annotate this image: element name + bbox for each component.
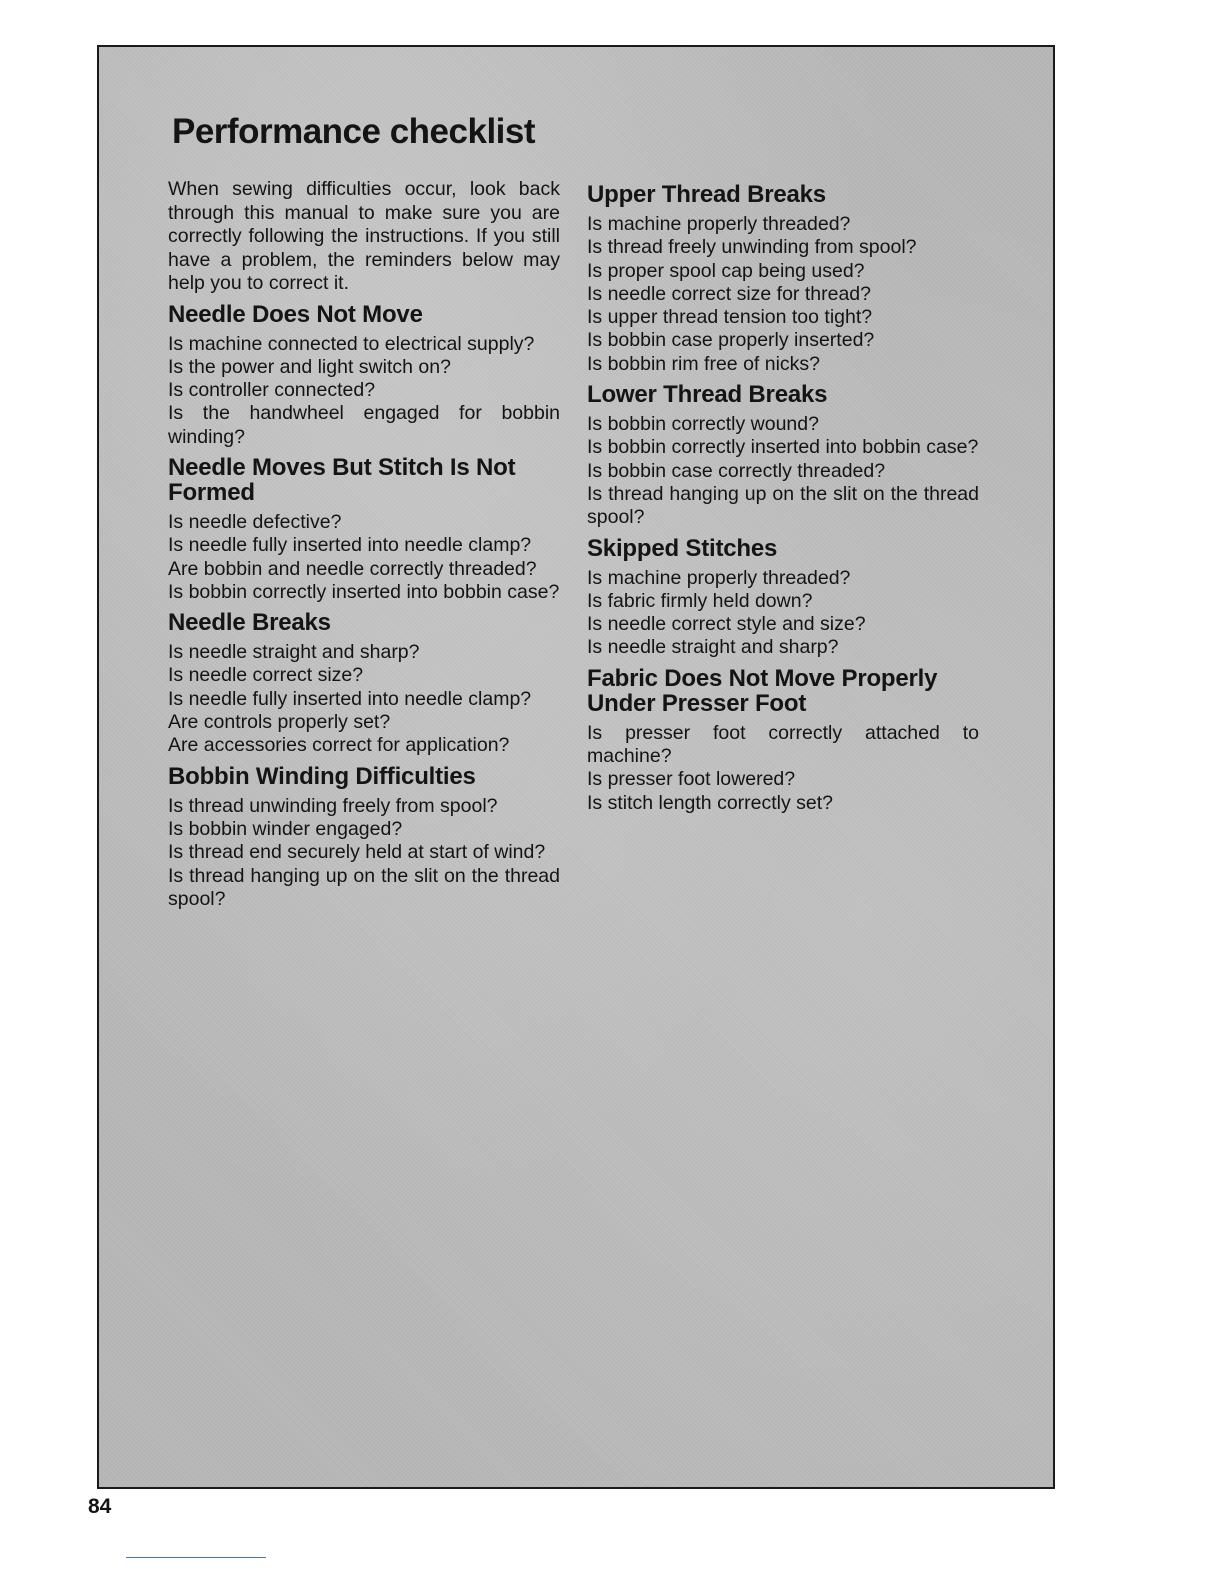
checklist-item: Is machine properly threaded? <box>587 566 851 589</box>
section-heading: Needle Moves But Stitch Is Not Formed <box>168 453 516 506</box>
checklist-item: Is the handwheel engaged for bobbin winding? <box>168 402 560 448</box>
checklist-item: Is presser foot lowered? <box>587 768 796 791</box>
checklist-item: Is stitch length correctly set? <box>587 791 834 814</box>
section-needle-moves-no-stitch <box>168 455 560 604</box>
checklist-item: Is proper spool cap being used? <box>587 259 865 282</box>
checklist-item: Is needle correct size? <box>168 664 364 687</box>
section-upper-thread-breaks <box>587 182 979 376</box>
checklist <box>587 413 979 529</box>
page-number: 84 <box>88 1495 112 1518</box>
checklist-item: Is needle straight and sharp? <box>587 636 839 659</box>
section-heading: Needle Does Not Move <box>168 300 423 328</box>
checklist <box>587 213 979 376</box>
checklist <box>168 333 560 449</box>
section-needle-does-not-move <box>168 302 560 449</box>
checklist-item: Is bobbin correctly inserted into bobbin case? <box>168 580 560 603</box>
section-skipped-stitches <box>587 536 979 660</box>
footer-rule <box>126 1557 266 1558</box>
section-heading: Skipped Stitches <box>587 534 778 562</box>
checklist-item: Is the power and light switch on? <box>168 355 451 378</box>
checklist-item: Is thread hanging up on the slit on the thread spool? <box>587 482 979 529</box>
checklist-item: Is needle defective? <box>168 510 342 533</box>
checklist-item: Is bobbin correctly inserted into bobbin case? <box>587 436 979 459</box>
section-fabric-does-not-move <box>587 666 979 815</box>
checklist-item: Is needle correct size for thread? <box>587 282 871 305</box>
intro-paragraph: When sewing difficulties occur, look back through this manual to make sure you are correctly following the instructions. If you still have a problem, the reminders below may help you to correct it. <box>168 178 560 294</box>
checklist-item: Are accessories correct for application? <box>168 734 510 757</box>
checklist <box>587 722 979 815</box>
checklist-item: Is machine properly threaded? <box>587 213 851 235</box>
page-title: Performance checklist <box>172 112 536 151</box>
checklist-item: Is machine connected to electrical supply? <box>168 332 535 355</box>
section-heading: Fabric Does Not Move Properly Under Presser Foot <box>587 664 938 717</box>
checklist-item: Is controller connected? <box>168 379 376 402</box>
section-bobbin-winding <box>168 764 560 911</box>
checklist-item: Is thread end securely held at start of wind? <box>168 841 546 864</box>
checklist-item: Is fabric firmly held down? <box>587 589 813 612</box>
checklist-item: Is thread hanging up on the slit on the thread spool? <box>168 864 560 910</box>
checklist <box>168 795 560 911</box>
left-column <box>168 178 560 917</box>
checklist-item: Is needle straight and sharp? <box>168 641 420 664</box>
checklist-item: Is upper thread tension too tight? <box>587 306 873 329</box>
section-lower-thread-breaks <box>587 382 979 529</box>
checklist-item: Are controls properly set? <box>168 711 391 734</box>
checklist-item: Are bobbin and needle correctly threaded? <box>168 557 537 580</box>
section-heading: Bobbin Winding Difficulties <box>168 762 476 790</box>
checklist-item: Is needle fully inserted into needle clamp? <box>168 534 532 557</box>
checklist-item: Is bobbin rim free of nicks? <box>587 352 821 375</box>
section-heading: Needle Breaks <box>168 609 331 637</box>
checklist-item: Is thread freely unwinding from spool? <box>587 236 917 259</box>
section-heading: Upper Thread Breaks <box>587 181 826 208</box>
checklist-item: Is presser foot correctly attached to machine? <box>587 721 979 768</box>
section-heading: Lower Thread Breaks <box>587 381 828 409</box>
checklist <box>168 511 560 604</box>
checklist-item: Is thread unwinding freely from spool? <box>168 794 498 817</box>
checklist-item: Is bobbin case properly inserted? <box>587 329 875 352</box>
right-column <box>587 182 979 821</box>
checklist-item: Is bobbin case correctly threaded? <box>587 459 886 482</box>
section-needle-breaks <box>168 610 560 757</box>
checklist-item: Is bobbin winder engaged? <box>168 817 403 840</box>
checklist-item: Is bobbin correctly wound? <box>587 413 819 436</box>
checklist <box>168 641 560 757</box>
checklist-item: Is needle fully inserted into needle clamp? <box>168 687 532 710</box>
checklist-item: Is needle correct style and size? <box>587 613 866 636</box>
checklist <box>587 567 979 660</box>
